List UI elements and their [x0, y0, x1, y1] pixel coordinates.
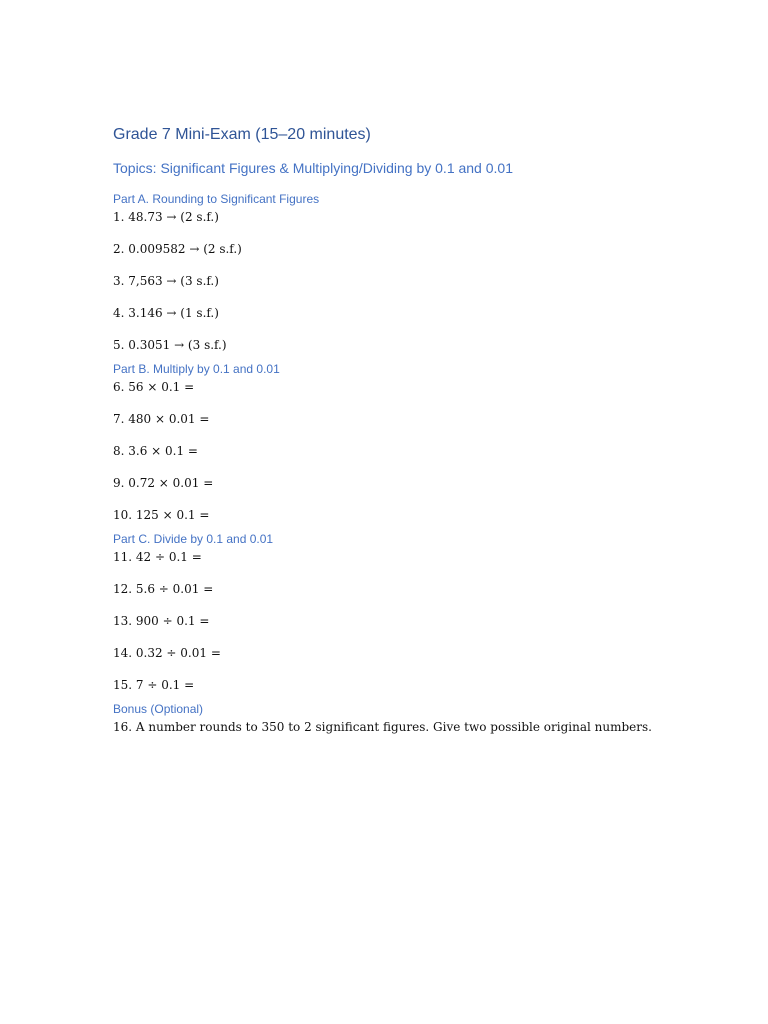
question-item: 2. 0.009582 → (2 s.f.) — [113, 242, 242, 256]
question-item: 9. 0.72 × 0.01 = — [113, 476, 214, 490]
question-item: 15. 7 ÷ 0.1 = — [113, 678, 195, 692]
question-item: 5. 0.3051 → (3 s.f.) — [113, 338, 227, 352]
question-item: 7. 480 × 0.01 = — [113, 412, 210, 426]
question-item: 6. 56 × 0.1 = — [113, 380, 195, 394]
question-item: 3. 7,563 → (3 s.f.) — [113, 274, 219, 288]
question-item: 1. 48.73 → (2 s.f.) — [113, 210, 219, 224]
section-part-b — [113, 361, 733, 523]
section-heading: Part B. Multiply by 0.1 and 0.01 — [113, 362, 280, 376]
question-item: 12. 5.6 ÷ 0.01 = — [113, 582, 214, 596]
exam-topics: Topics: Significant Figures & Multiplying/Dividing by 0.1 and 0.01 — [113, 160, 513, 176]
question-item: 16. A number rounds to 350 to 2 significant figures. Give two possible original numbers. — [113, 720, 652, 734]
section-heading: Part A. Rounding to Significant Figures — [113, 192, 320, 206]
question-item: 13. 900 ÷ 0.1 = — [113, 614, 210, 628]
section-part-a — [113, 191, 733, 353]
question-item: 14. 0.32 ÷ 0.01 = — [113, 646, 221, 660]
exam-title: Grade 7 Mini-Exam (15–20 minutes) — [113, 126, 371, 143]
section-part-c — [113, 531, 733, 693]
section-heading: Bonus (Optional) — [113, 702, 204, 716]
question-item: 4. 3.146 → (1 s.f.) — [113, 306, 219, 320]
section-bonus — [113, 701, 733, 735]
question-item: 8. 3.6 × 0.1 = — [113, 444, 198, 458]
question-item: 10. 125 × 0.1 = — [113, 508, 210, 522]
question-item: 11. 42 ÷ 0.1 = — [113, 550, 202, 564]
document-page — [113, 123, 733, 743]
section-heading: Part C. Divide by 0.1 and 0.01 — [113, 532, 274, 546]
